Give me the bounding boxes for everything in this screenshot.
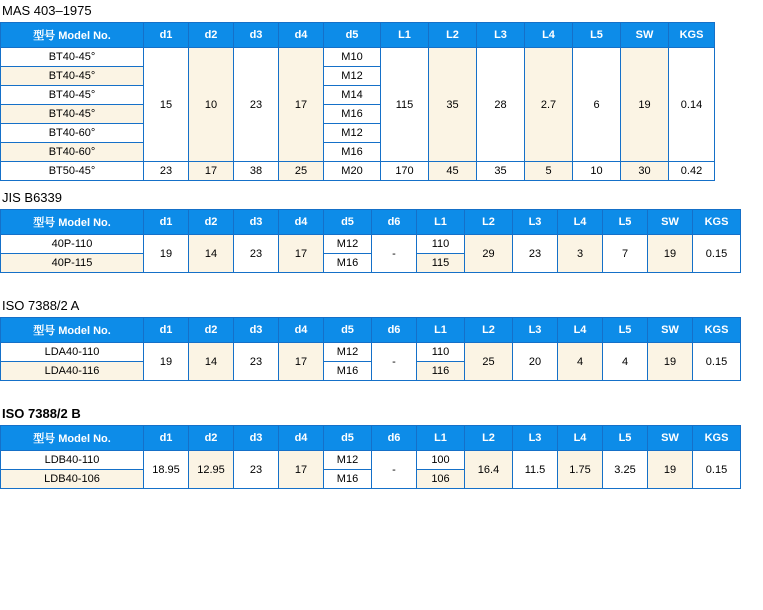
table-row bbox=[1, 235, 741, 254]
cell-d3: 38 bbox=[234, 162, 279, 181]
cell-L3: 23 bbox=[513, 235, 558, 273]
cell-model: LDA40-110 bbox=[1, 343, 144, 362]
column-header-d2: d2 bbox=[189, 23, 234, 48]
cell-model: BT40-45° bbox=[1, 48, 144, 67]
column-header-d4: d4 bbox=[279, 210, 324, 235]
cell-model: BT40-45° bbox=[1, 86, 144, 105]
spec-table-mas403 bbox=[0, 22, 715, 181]
column-header-L5: L5 bbox=[603, 426, 648, 451]
cell-KGS: 0.15 bbox=[693, 451, 741, 489]
cell-KGS: 0.42 bbox=[669, 162, 715, 181]
cell-L4: 3 bbox=[558, 235, 603, 273]
column-header-d6: d6 bbox=[372, 210, 417, 235]
column-header-d4: d4 bbox=[279, 23, 324, 48]
cell-d5: M12 bbox=[324, 451, 372, 470]
cell-L1: 110 bbox=[417, 235, 465, 254]
cell-L2: 25 bbox=[465, 343, 513, 381]
column-header-L5: L5 bbox=[603, 210, 648, 235]
cell-L1: 100 bbox=[417, 451, 465, 470]
cell-d4: 17 bbox=[279, 48, 324, 162]
cell-d2: 10 bbox=[189, 48, 234, 162]
cell-d5: M16 bbox=[324, 362, 372, 381]
column-header-d1: d1 bbox=[144, 23, 189, 48]
cell-L1: 170 bbox=[381, 162, 429, 181]
column-header-model: 型号 Model No. bbox=[1, 23, 144, 48]
column-header-d1: d1 bbox=[144, 318, 189, 343]
cell-d5: M14 bbox=[324, 86, 381, 105]
column-header-L1: L1 bbox=[417, 426, 465, 451]
column-header-L4: L4 bbox=[525, 23, 573, 48]
section-mas403 bbox=[0, 0, 763, 181]
column-header-d5: d5 bbox=[324, 426, 372, 451]
cell-L1: 115 bbox=[381, 48, 429, 162]
column-header-L4: L4 bbox=[558, 318, 603, 343]
column-header-L4: L4 bbox=[558, 426, 603, 451]
cell-L4: 1.75 bbox=[558, 451, 603, 489]
table-header-row bbox=[1, 23, 715, 48]
cell-d3: 23 bbox=[234, 235, 279, 273]
cell-L5: 7 bbox=[603, 235, 648, 273]
column-header-L1: L1 bbox=[417, 210, 465, 235]
cell-L3: 28 bbox=[477, 48, 525, 162]
cell-KGS: 0.15 bbox=[693, 235, 741, 273]
cell-d1: 15 bbox=[144, 48, 189, 162]
column-header-KGS: KGS bbox=[693, 318, 741, 343]
table-header-row bbox=[1, 210, 741, 235]
section-title: MAS 403–1975 bbox=[2, 3, 92, 18]
column-header-d2: d2 bbox=[189, 210, 234, 235]
cell-SW: 19 bbox=[621, 48, 669, 162]
cell-model: 40P-110 bbox=[1, 235, 144, 254]
cell-L4: 2.7 bbox=[525, 48, 573, 162]
cell-d5: M16 bbox=[324, 254, 372, 273]
column-header-L2: L2 bbox=[429, 23, 477, 48]
column-header-SW: SW bbox=[648, 426, 693, 451]
cell-L2: 29 bbox=[465, 235, 513, 273]
column-header-d1: d1 bbox=[144, 426, 189, 451]
column-header-model: 型号 Model No. bbox=[1, 318, 144, 343]
cell-L3: 11.5 bbox=[513, 451, 558, 489]
column-header-d3: d3 bbox=[234, 426, 279, 451]
cell-d3: 23 bbox=[234, 451, 279, 489]
column-header-d3: d3 bbox=[234, 210, 279, 235]
cell-L2: 45 bbox=[429, 162, 477, 181]
cell-model: BT40-45° bbox=[1, 105, 144, 124]
column-header-d5: d5 bbox=[324, 318, 372, 343]
cell-d5: M16 bbox=[324, 105, 381, 124]
column-header-d6: d6 bbox=[372, 318, 417, 343]
table-row bbox=[1, 48, 715, 67]
cell-d5: M16 bbox=[324, 470, 372, 489]
cell-L1: 110 bbox=[417, 343, 465, 362]
cell-d5: M10 bbox=[324, 48, 381, 67]
column-header-KGS: KGS bbox=[693, 210, 741, 235]
cell-L5: 10 bbox=[573, 162, 621, 181]
cell-L1: 116 bbox=[417, 362, 465, 381]
column-header-d2: d2 bbox=[189, 318, 234, 343]
column-header-L4: L4 bbox=[558, 210, 603, 235]
cell-d1: 19 bbox=[144, 235, 189, 273]
column-header-d5: d5 bbox=[324, 210, 372, 235]
column-header-L1: L1 bbox=[417, 318, 465, 343]
cell-d6: - bbox=[372, 451, 417, 489]
section-title: ISO 7388/2 B bbox=[2, 406, 81, 421]
cell-L2: 35 bbox=[429, 48, 477, 162]
column-header-d3: d3 bbox=[234, 23, 279, 48]
column-header-d1: d1 bbox=[144, 210, 189, 235]
column-header-L1: L1 bbox=[381, 23, 429, 48]
cell-SW: 30 bbox=[621, 162, 669, 181]
column-header-KGS: KGS bbox=[669, 23, 715, 48]
cell-d2: 14 bbox=[189, 235, 234, 273]
cell-d2: 17 bbox=[189, 162, 234, 181]
cell-d1: 18.95 bbox=[144, 451, 189, 489]
column-header-L2: L2 bbox=[465, 318, 513, 343]
cell-d5: M12 bbox=[324, 343, 372, 362]
spec-table-iso-b bbox=[0, 425, 741, 489]
column-header-SW: SW bbox=[648, 210, 693, 235]
spec-table-iso-a bbox=[0, 317, 741, 381]
cell-model: BT40-60° bbox=[1, 124, 144, 143]
cell-L5: 6 bbox=[573, 48, 621, 162]
table-header-row bbox=[1, 318, 741, 343]
cell-d2: 12.95 bbox=[189, 451, 234, 489]
column-header-d2: d2 bbox=[189, 426, 234, 451]
cell-SW: 19 bbox=[648, 451, 693, 489]
cell-L3: 35 bbox=[477, 162, 525, 181]
column-header-d6: d6 bbox=[372, 426, 417, 451]
column-header-L3: L3 bbox=[513, 210, 558, 235]
column-header-L3: L3 bbox=[477, 23, 525, 48]
cell-L2: 16.4 bbox=[465, 451, 513, 489]
cell-d4: 25 bbox=[279, 162, 324, 181]
column-header-L5: L5 bbox=[573, 23, 621, 48]
table-row bbox=[1, 162, 715, 181]
cell-model: LDA40-116 bbox=[1, 362, 144, 381]
cell-model: BT40-45° bbox=[1, 67, 144, 86]
cell-L5: 4 bbox=[603, 343, 648, 381]
table-row bbox=[1, 451, 741, 470]
column-header-L2: L2 bbox=[465, 210, 513, 235]
cell-L5: 3.25 bbox=[603, 451, 648, 489]
section-jis-b6339 bbox=[0, 187, 763, 273]
cell-d5: M16 bbox=[324, 143, 381, 162]
cell-d4: 17 bbox=[279, 235, 324, 273]
cell-model: 40P-115 bbox=[1, 254, 144, 273]
cell-d1: 19 bbox=[144, 343, 189, 381]
column-header-L3: L3 bbox=[513, 426, 558, 451]
cell-d5: M12 bbox=[324, 235, 372, 254]
table-header-row bbox=[1, 426, 741, 451]
cell-L4: 4 bbox=[558, 343, 603, 381]
spacer bbox=[0, 381, 763, 403]
cell-model: BT40-60° bbox=[1, 143, 144, 162]
column-header-d5: d5 bbox=[324, 23, 381, 48]
section-iso-7388-2-b bbox=[0, 403, 763, 489]
column-header-SW: SW bbox=[621, 23, 669, 48]
cell-SW: 19 bbox=[648, 343, 693, 381]
cell-d4: 17 bbox=[279, 451, 324, 489]
section-iso-7388-2-a bbox=[0, 295, 763, 381]
column-header-L5: L5 bbox=[603, 318, 648, 343]
cell-d4: 17 bbox=[279, 343, 324, 381]
section-title: ISO 7388/2 A bbox=[2, 298, 80, 313]
cell-d6: - bbox=[372, 235, 417, 273]
column-header-L3: L3 bbox=[513, 318, 558, 343]
column-header-d4: d4 bbox=[279, 318, 324, 343]
column-header-d3: d3 bbox=[234, 318, 279, 343]
section-title: JIS B6339 bbox=[2, 190, 62, 205]
column-header-d4: d4 bbox=[279, 426, 324, 451]
cell-model: LDB40-110 bbox=[1, 451, 144, 470]
cell-d6: - bbox=[372, 343, 417, 381]
cell-d5: M12 bbox=[324, 124, 381, 143]
cell-d3: 23 bbox=[234, 343, 279, 381]
cell-SW: 19 bbox=[648, 235, 693, 273]
column-header-SW: SW bbox=[648, 318, 693, 343]
column-header-L2: L2 bbox=[465, 426, 513, 451]
column-header-KGS: KGS bbox=[693, 426, 741, 451]
cell-KGS: 0.14 bbox=[669, 48, 715, 162]
cell-model: LDB40-106 bbox=[1, 470, 144, 489]
column-header-model: 型号 Model No. bbox=[1, 426, 144, 451]
cell-L4: 5 bbox=[525, 162, 573, 181]
column-header-model: 型号 Model No. bbox=[1, 210, 144, 235]
cell-model: BT50-45° bbox=[1, 162, 144, 181]
cell-L1: 106 bbox=[417, 470, 465, 489]
cell-d2: 14 bbox=[189, 343, 234, 381]
spacer bbox=[0, 273, 763, 295]
cell-L1: 115 bbox=[417, 254, 465, 273]
cell-d5: M12 bbox=[324, 67, 381, 86]
cell-KGS: 0.15 bbox=[693, 343, 741, 381]
cell-L3: 20 bbox=[513, 343, 558, 381]
spec-table-jis bbox=[0, 209, 741, 273]
table-row bbox=[1, 343, 741, 362]
cell-d5: M20 bbox=[324, 162, 381, 181]
cell-d3: 23 bbox=[234, 48, 279, 162]
cell-d1: 23 bbox=[144, 162, 189, 181]
